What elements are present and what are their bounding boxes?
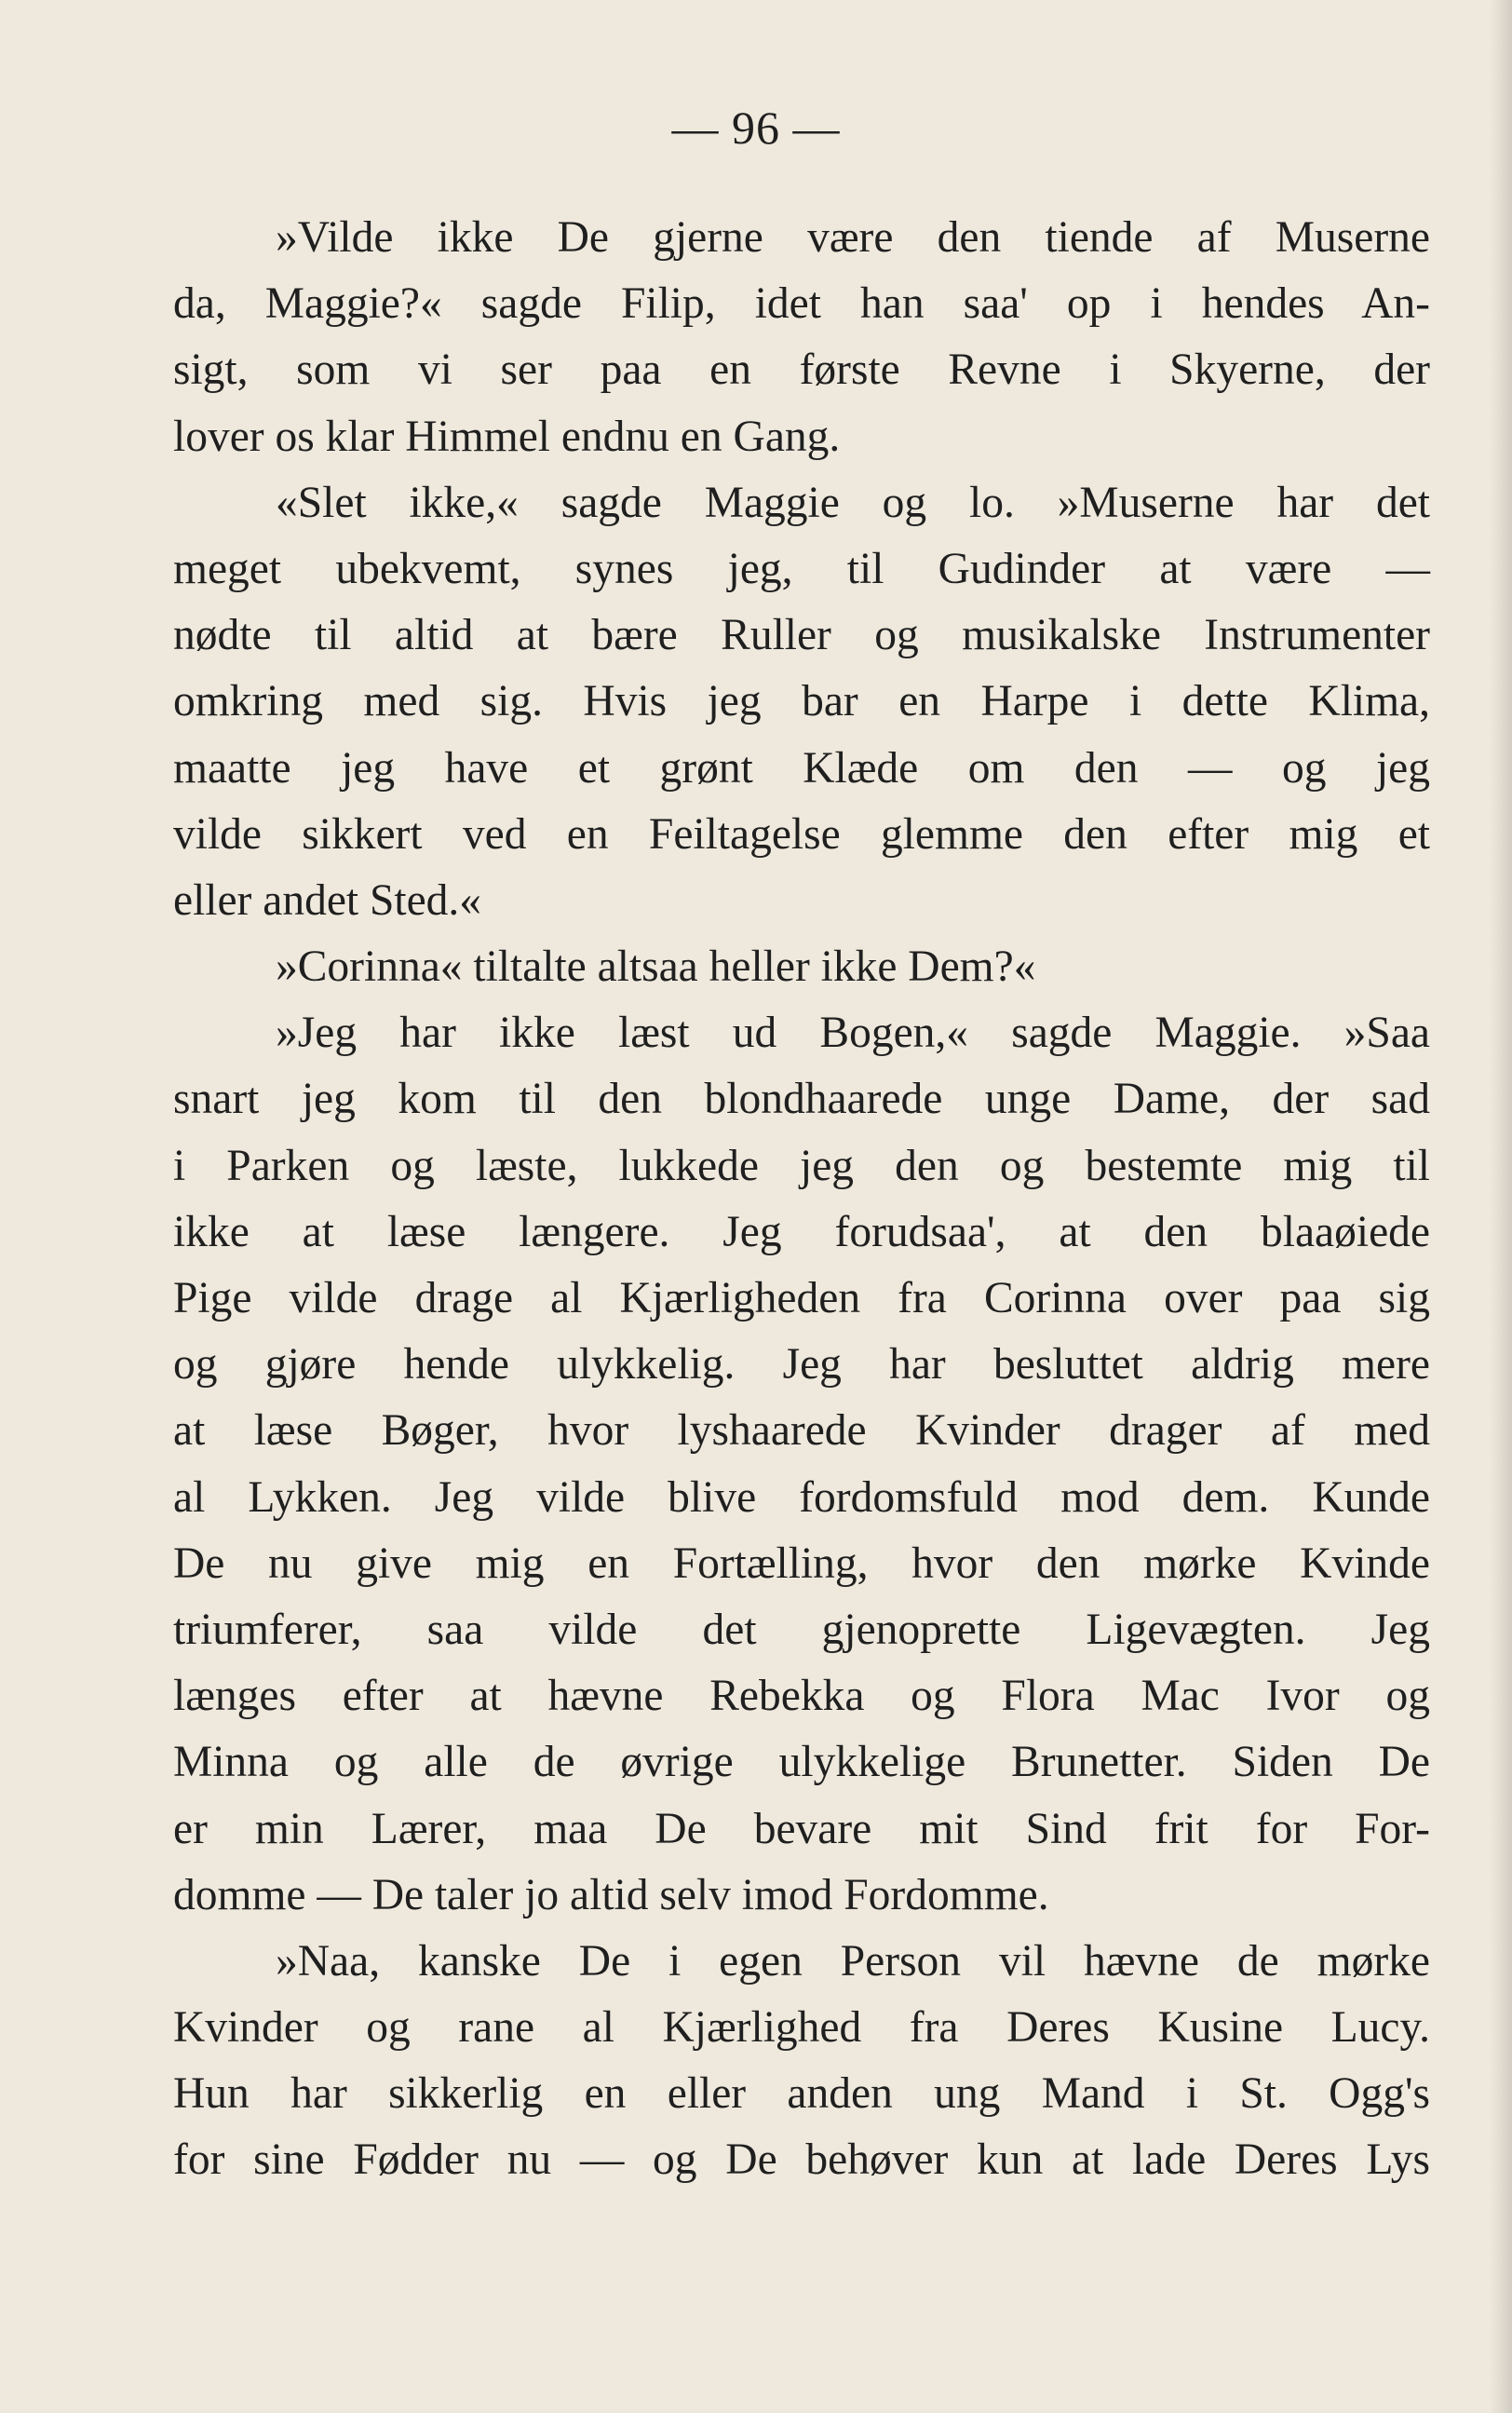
text-line: ikke at læse længere. Jeg forudsaa', at den blaaøiede [173,1207,1430,1256]
text-line: »Naa, kanske De i egen Person vil hævne de mørke [276,1936,1430,1986]
text-line: sigt, som vi ser paa en første Revne i Skyerne, der [173,346,1430,395]
text-line: eller andet Sted.« [173,875,482,925]
page-number: — 96 — [671,102,841,154]
text-line: Hun har sikkerlig en eller anden ung Mand i St. Ogg's [173,2069,1430,2119]
text-line: Pige vilde drage al Kjærligheden fra Corinna over paa sig [173,1274,1430,1322]
text-line: at læse Bøger, hvor lyshaarede Kvinder drager af med [173,1406,1430,1456]
text-line: maatte jeg have et grønt Klæde om den — og jeg [173,743,1430,793]
text-line: meget ubekvemt, synes jeg, til Gudinder at være — [173,544,1430,593]
text-line: vilde sikkert ved en Feiltagelse glemme den efter mig et [173,809,1430,859]
text-line: er min Lærer, maa De bevare mit Sind frit for For- [173,1804,1430,1853]
text-line: omkring med sig. Hvis jeg bar en Harpe i dette Klima, [173,677,1430,726]
text-line: Kvinder og rane al Kjærlighed fra Deres Kusine Lucy. [173,2003,1430,2053]
text-line: snart jeg kom til den blondhaarede unge Dame, der sad [173,1075,1430,1124]
text-line: Minna og alle de øvrige ulykkelige Brunetter. Siden De [173,1738,1430,1787]
text-line: De nu give mig en Fortælling, hvor den mørke Kvinde [173,1539,1430,1588]
text-line: lover os klar Himmel endnu en Gang. [173,412,841,461]
text-line: nødte til altid at bære Ruller og musikalske Instrumenter [173,611,1430,660]
body-text [173,205,1430,2194]
text-line: al Lykken. Jeg vilde blive fordomsfuld mod dem. Kunde [173,1472,1430,1522]
text-line: og gjøre hende ulykkelig. Jeg har besluttet aldrig mere [173,1340,1430,1390]
text-line: »Corinna« tiltalte altsaa heller ikke Dem?« [276,942,1036,992]
text-line: for sine Fødder nu — og De behøver kun at lade Deres Lys [173,2135,1430,2185]
text-line: domme — De taler jo altid selv imod Fordomme. [173,1870,1049,1919]
text-line: i Parken og læste, lukkede jeg den og bestemte mig til [173,1141,1430,1190]
text-line: længes efter at hævne Rebekka og Flora Mac Ivor og [173,1672,1430,1721]
text-line: »Vilde ikke De gjerne være den tiende af Muserne [276,213,1430,262]
text-line: triumferer, saa vilde det gjenoprette Ligevægten. Jeg [173,1605,1430,1654]
text-line: da, Maggie?« sagde Filip, idet han saa' op i hendes An- [173,279,1430,329]
text-line: »Jeg har ikke læst ud Bogen,« sagde Maggie. »Saa [276,1009,1430,1058]
text-line: «Slet ikke,« sagde Maggie og lo. »Muserne har det [276,478,1430,527]
